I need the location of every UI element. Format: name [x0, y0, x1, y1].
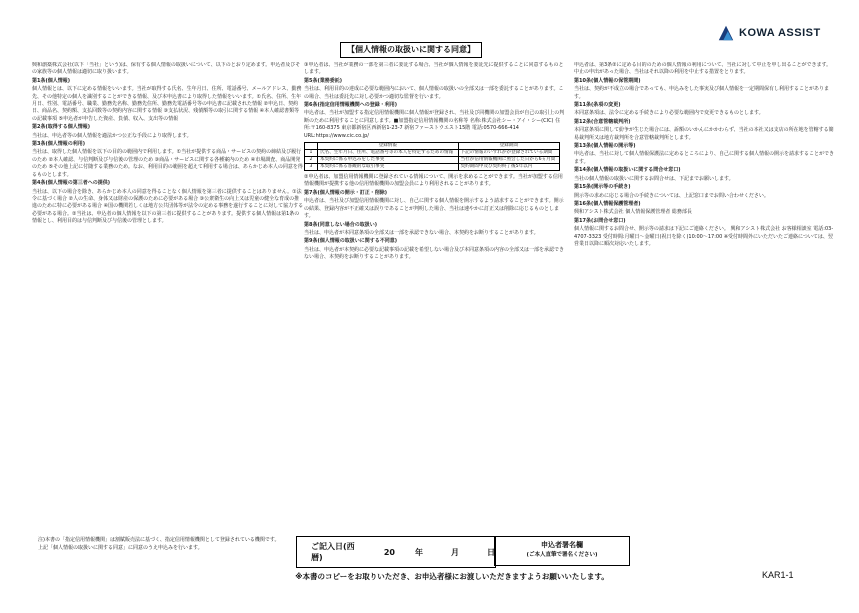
- intro-text: 興和創薬株式会社(以下「当社」という)は、保有する個人情報の取扱いについて、以下のとおり定めます。申込者及びその家族等の個人情報は適切に取り扱います。: [32, 62, 301, 76]
- section-body: 個人情報とは、以下に定める情報をいいます。当社が取得する氏名、生年月日、住所、電話番号、メールアドレス、勤務先、その他特定の個人を識別することができる情報、及び本申込書により取得した情報をいいます。①氏名、住所、生年月日、性別、電話番号、職業、勤務先名称、勤務先住所、勤務先電話番号等の申込書に記載された情報 ②申込日、契約日、商品名、契約額、支払回数等の契約内容に関する情報 ③支払状況、残債額等の取引に関する情報 ④本人確認書類等の記載事項 ⑤申込者が申告した資産、負債、収入、支出等の情報: [32, 86, 302, 122]
- section-body: 当社は、申込者等の個人情報を適法かつ公正な手段により取得します。: [32, 132, 192, 139]
- section-heading: 第9条(個人情報の取扱いに関する不同意): [304, 238, 398, 245]
- table-cell: 1: [305, 150, 318, 157]
- section-body: 開示等の求めに応じる場合の手続きについては、上記窓口までお問い合わせください。: [574, 192, 769, 199]
- table-row: [305, 164, 560, 171]
- section-body: 当社は、契約が不成立の場合であっても、申込みをした事実及び個人情報を一定期間保有し利用することがあります。: [574, 86, 829, 100]
- date-day: 日: [487, 547, 495, 557]
- section-body: 申込者は、当社に対して個人情報保護法に定めるところにより、自己に関する個人情報の開示を請求することができます。: [574, 151, 835, 165]
- table-cell: 2: [305, 157, 318, 164]
- section-heading: 第8条(同意しない場合の取扱い): [304, 221, 378, 228]
- section-body: 当社の個人情報の取扱いに関するお問合せは、下記までお願いします。: [574, 175, 734, 182]
- section-body: 当社は、取得した個人情報を以下の目的の範囲内で利用します。①当社が提供する商品・サービスの契約の締結及び履行のため ②本人確認、与信判断及び与信後の管理のため ③商品・サービスに関する各種案内のため ④市場調査、商品開発のため ⑤その他上記に付随する業務のため。なお、利用目的の範囲を超えて利用する場合は、あらかじめ本人の同意を得るものとします。: [32, 149, 303, 178]
- section-body: 本同意条項は、法令に定める手続きにより必要な範囲内で変更できるものとします。: [574, 110, 764, 117]
- section-heading: 第10条(個人情報の保管期間): [574, 77, 641, 84]
- column-3: [574, 62, 836, 522]
- section-heading: 第11条(条項の変更): [574, 102, 621, 109]
- signature-box[interactable]: [494, 536, 630, 566]
- kowa-logo-icon: [717, 24, 735, 42]
- section-heading: 第2条(取得する個人情報): [32, 124, 91, 131]
- column-2: [304, 62, 566, 518]
- registration-table: [304, 142, 560, 171]
- bottom-note: ※本書のコピーをお取りいただき、お申込者様にお渡しいただきますようお願いいたします。: [295, 572, 609, 581]
- table-cell: 本契約に係る申込みをした事実: [318, 157, 459, 164]
- section-heading: 第14条(個人情報の取扱いに関する問合せ窓口): [574, 167, 681, 174]
- date-month: 月: [451, 547, 459, 557]
- section-heading: 第17条(お問合せ窓口): [574, 217, 626, 224]
- date-entry-box[interactable]: [296, 536, 496, 568]
- section-body: 個人情報に関するお問合せ、開示等の請求は下記にご連絡ください。 興和アシスト株式会社 お客様相談室 電話:03-4707-3323 受付時間:月曜日〜金曜日(祝日を除く)10:00〜17:00 ※受付時間外にいただいたご連絡については、翌営業日以降に順次対応いたします。: [574, 226, 834, 247]
- date-era: 20: [383, 547, 395, 557]
- footnote-line-2: 上記「個人情報の取扱いに関する同意」に同意のうえ申込みを行います。: [38, 545, 203, 551]
- section-heading: 第1条(個人情報): [32, 77, 71, 84]
- section-heading: 第13条(個人情報の開示等): [574, 143, 636, 150]
- date-year: 年: [415, 547, 423, 557]
- section-body: 当社は、申込者が本契約に必要な記載事項の記載を希望しない場合及び本同意条項の内容の全部又は一部を承認できない場合、本契約をお断りすることがあります。: [304, 246, 565, 261]
- footnote-line-1: 注)本書の「指定信用情報機関」は割賦販売法に基づく、指定信用情報機関として登録されている機関です。: [38, 537, 280, 543]
- section-heading: 第15条(開示等の手続き): [574, 184, 631, 191]
- table-cell: 氏名、生年月日、住所、電話番号等の本人を特定するための情報: [318, 150, 459, 157]
- section-body: ②申込者は、加盟信用情報機関に登録されている情報について、開示を求めることができます。当社が加盟する信用情報機関が提携する他の信用情報機関の加盟会員により利用されることがあります。: [304, 174, 563, 188]
- section-body: 申込者は、当社及び加盟信用情報機関に対し、自己に関する個人情報を開示するよう請求することができます。開示の結果、登録内容が不正確又は誤りであることが判明した場合、当社は速やかに訂正又は削除に応じるものとします。: [304, 198, 564, 220]
- section-heading: 第7条(個人情報の開示・訂正・削除): [304, 189, 388, 196]
- table-header-blank: [305, 143, 318, 150]
- table-cell: 3: [305, 164, 318, 171]
- table-cell: 当社が信用情報機関に照会した日から6ヵ月間: [458, 157, 559, 164]
- document-number: KAR1-1: [762, 570, 794, 580]
- document-title: 【個人情報の取扱いに関する同意】: [340, 42, 482, 58]
- section-body: 興和アシスト株式会社 個人情報保護管理者 総務部長: [574, 209, 692, 216]
- section-body: 申込者は、当社が加盟する指定信用情報機関に個人情報が登録され、当社及び同機関の加盟会員が自己の取引上の判断のために利用することに同意します。■加盟指定信用情報機関の名称等 名称:株式会社シー・アイ・シー(CIC) 住所:〒160-8375 東京都新宿区西新宿1-23-7 新宿ファーストウエスト15階 電話:0570-666-414 URL:https://www.cic.co.jp/: [304, 110, 565, 139]
- section-heading: 第4条(個人情報の第三者への提供): [32, 180, 111, 187]
- logo-text: KOWA ASSIST: [739, 27, 821, 39]
- company-logo: [717, 24, 821, 42]
- table-row: [305, 150, 560, 157]
- column-1: [32, 62, 304, 488]
- section-heading: 第6条(指定信用情報機関への登録・利用): [304, 102, 398, 109]
- signature-sublabel: (ご本人直筆で署名ください): [526, 552, 598, 558]
- section-body: 本同意条項に関して紛争が生じた場合には、訴額のいかんにかかわらず、当社の本社又は支店の所在地を管轄する簡易裁判所又は地方裁判所を合意管轄裁判所とします。: [574, 127, 834, 141]
- date-label: ご記入日(西暦): [311, 542, 355, 562]
- section-body: 当社は、利用目的の達成に必要な範囲内において、個人情報の取扱いの全部又は一部を委託することがあります。この場合、当社は委託先に対し必要かつ適切な監督を行います。: [304, 86, 564, 100]
- section-heading: 第5条(業務委託): [304, 77, 343, 84]
- section-heading: 第16条(個人情報保護管理者): [574, 200, 641, 207]
- table-row: [305, 157, 560, 164]
- table-cell: 下記の情報のいずれかが登録されている期間: [458, 150, 559, 157]
- table-cell: 契約期間中及び契約終了後5年以内: [458, 164, 559, 171]
- table-cell: 本契約に係る客観的な取引事実: [318, 164, 459, 171]
- table-header-info: 登録情報: [318, 143, 459, 150]
- section-body: 申込者は、第3条②に定める目的のための個人情報の利用について、当社に対して中止を申し出ることができます。中止の申出があった場合、当社はそれ以降の利用を中止する措置をとります。: [574, 62, 832, 76]
- section-heading: 第3条(個人情報の利用): [32, 141, 86, 148]
- section-body: ③申込者は、当社が業務の一部を第三者に委託する場合、当社が個人情報を委託先に提供することに同意するものとします。: [304, 62, 564, 76]
- section-body: 当社は、以下の場合を除き、あらかじめ本人の同意を得ることなく個人情報を第三者に提供することはありません。①法令に基づく場合 ②人の生命、身体又は財産の保護のために必要がある場合 ③公衆衛生の向上又は児童の健全な育成の推進のために特に必要がある場合 ④国の機関若しくは地方公共団体等が法令の定める事務を遂行することに対して協力する必要がある場合。②当社は、申込者の個人情報を以下の第三者に提供することがあります。提供する個人情報は第1条の情報とし、利用目的は与信判断及び与信後の管理とします。: [32, 188, 304, 225]
- section-body: 当社は、申込者が本同意条項の全部又は一部を承認できない場合、本契約をお断りすることがあります。: [304, 229, 539, 236]
- signature-label: 申込者署名欄: [541, 541, 583, 549]
- footnote: [38, 536, 286, 552]
- section-heading: 第12条(合意管轄裁判所): [574, 118, 631, 125]
- table-header-period: 登録期間: [458, 143, 559, 150]
